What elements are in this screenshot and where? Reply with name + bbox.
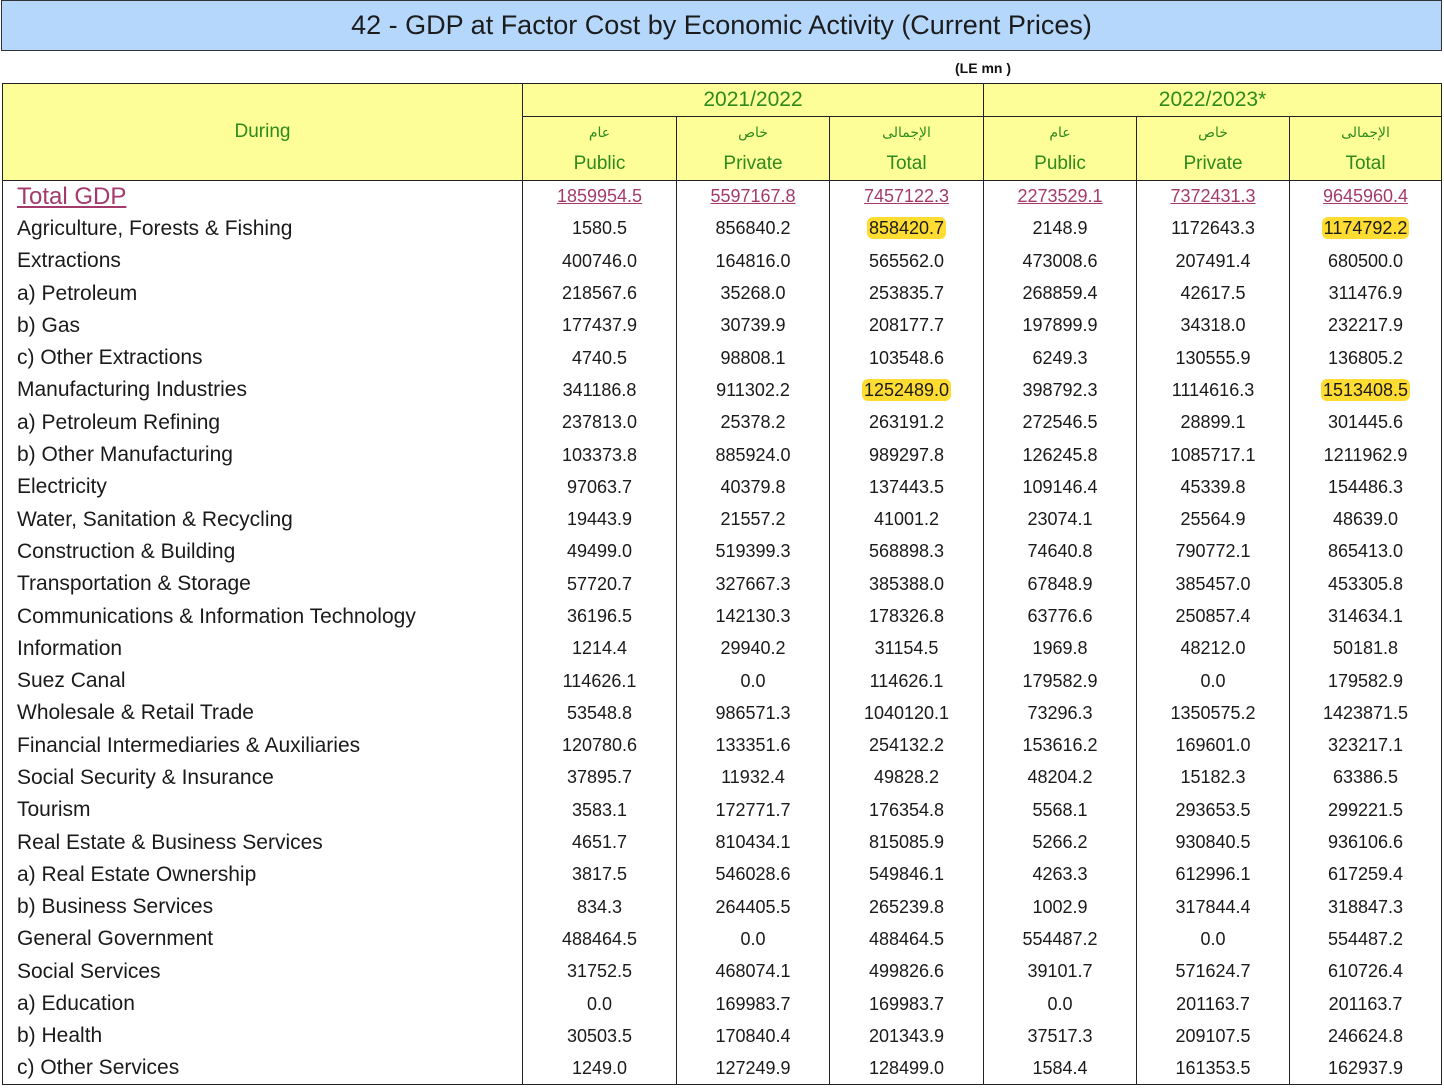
cell-value: 1040120.1	[830, 697, 984, 729]
cell-value: 130555.9	[1137, 342, 1290, 374]
cell-value: 98808.1	[677, 342, 830, 374]
cell-value: 25378.2	[677, 407, 830, 439]
cell-value: 74640.8	[984, 536, 1137, 568]
cell-value: 48212.0	[1137, 633, 1290, 665]
header-private-en: Private	[1183, 153, 1243, 174]
cell-value: 48204.2	[984, 762, 1137, 794]
cell-value: 128499.0	[830, 1053, 984, 1085]
table-row	[3, 503, 1442, 535]
cell-value: 0.0	[677, 923, 830, 955]
cell-value: 39101.7	[984, 956, 1137, 988]
cell-value: 15182.3	[1137, 762, 1290, 794]
cell-value: 0.0	[677, 665, 830, 697]
cell-value: 120780.6	[523, 730, 677, 762]
cell-value[interactable]: 5597167.8	[677, 181, 830, 213]
cell-value: 34318.0	[1137, 310, 1290, 342]
row-label: a) Real Estate Ownership	[3, 859, 523, 891]
cell-value: 31752.5	[523, 956, 677, 988]
page-title: 42 - GDP at Factor Cost by Economic Activity (Current Prices)	[1, 0, 1442, 51]
table-row	[3, 374, 1442, 406]
table-row	[3, 665, 1442, 697]
row-label: Social Services	[3, 956, 523, 988]
cell-value: 488464.5	[830, 923, 984, 955]
cell-value: 317844.4	[1137, 891, 1290, 923]
highlighted-value: 858420.7	[868, 218, 945, 239]
cell-value: 989297.8	[830, 439, 984, 471]
row-label: Real Estate & Business Services	[3, 826, 523, 858]
cell-value: 35268.0	[677, 277, 830, 309]
table-row	[3, 342, 1442, 374]
row-label: Information	[3, 633, 523, 665]
cell-value: 488464.5	[523, 923, 677, 955]
header-total-en: Total	[886, 153, 927, 174]
cell-value: 0.0	[1137, 923, 1290, 955]
cell-value: 499826.6	[830, 956, 984, 988]
header-total	[1290, 117, 1442, 181]
cell-value: 1350575.2	[1137, 697, 1290, 729]
row-label: b) Health	[3, 1020, 523, 1052]
cell-value: 565562.0	[830, 245, 984, 277]
cell-value: 23074.1	[984, 503, 1137, 535]
cell-value	[1290, 374, 1442, 406]
cell-value: 40379.8	[677, 471, 830, 503]
table-row	[3, 439, 1442, 471]
cell-value: 48639.0	[1290, 503, 1442, 535]
header-private	[1137, 117, 1290, 181]
row-label: Manufacturing Industries	[3, 374, 523, 406]
cell-value: 201163.7	[1290, 988, 1442, 1020]
cell-value: 170840.4	[677, 1020, 830, 1052]
cell-value: 127249.9	[677, 1053, 830, 1085]
row-label: a) Petroleum	[3, 277, 523, 309]
header-private	[677, 117, 830, 181]
table-row	[3, 988, 1442, 1020]
cell-value: 169983.7	[830, 988, 984, 1020]
cell-value: 3817.5	[523, 859, 677, 891]
cell-value: 37517.3	[984, 1020, 1137, 1052]
cell-value: 1085717.1	[1137, 439, 1290, 471]
cell-value: 67848.9	[984, 568, 1137, 600]
cell-value: 161353.5	[1137, 1053, 1290, 1085]
cell-value: 986571.3	[677, 697, 830, 729]
highlighted-value: 1174792.2	[1323, 218, 1408, 239]
cell-value: 5568.1	[984, 794, 1137, 826]
cell-value: 30739.9	[677, 310, 830, 342]
header-year-2022-2023: 2022/2023*	[984, 84, 1442, 117]
cell-value[interactable]: 7372431.3	[1137, 181, 1290, 213]
cell-value: 218567.6	[523, 277, 677, 309]
cell-value: 178326.8	[830, 600, 984, 632]
cell-value: 610726.4	[1290, 956, 1442, 988]
cell-value: 1211962.9	[1290, 439, 1442, 471]
cell-value: 911302.2	[677, 374, 830, 406]
row-label: General Government	[3, 923, 523, 955]
cell-value: 3583.1	[523, 794, 677, 826]
row-label: Construction & Building	[3, 536, 523, 568]
row-label: Communications & Information Technology	[3, 600, 523, 632]
row-label: Social Security & Insurance	[3, 762, 523, 794]
cell-value: 164816.0	[677, 245, 830, 277]
cell-value: 197899.9	[984, 310, 1137, 342]
table-row	[3, 568, 1442, 600]
cell-value: 179582.9	[984, 665, 1137, 697]
cell-value: 323217.1	[1290, 730, 1442, 762]
total-gdp-row[interactable]	[3, 181, 1442, 213]
row-label: Electricity	[3, 471, 523, 503]
cell-value: 63386.5	[1290, 762, 1442, 794]
cell-value: 30503.5	[523, 1020, 677, 1052]
table-row	[3, 277, 1442, 309]
table-row	[3, 1053, 1442, 1085]
header-total	[830, 117, 984, 181]
cell-value: 299221.5	[1290, 794, 1442, 826]
cell-value: 177437.9	[523, 310, 677, 342]
header-private-en: Private	[723, 153, 783, 174]
cell-value: 519399.3	[677, 536, 830, 568]
row-label: Tourism	[3, 794, 523, 826]
row-label: Water, Sanitation & Recycling	[3, 503, 523, 535]
cell-value: 103373.8	[523, 439, 677, 471]
cell-value: 314634.1	[1290, 600, 1442, 632]
row-label: Agriculture, Forests & Fishing	[3, 213, 523, 245]
cell-value: 265239.8	[830, 891, 984, 923]
cell-value: 301445.6	[1290, 407, 1442, 439]
table-body	[3, 181, 1442, 1085]
cell-value: 253835.7	[830, 277, 984, 309]
cell-value: 554487.2	[1290, 923, 1442, 955]
row-label: a) Petroleum Refining	[3, 407, 523, 439]
header-public-en: Public	[573, 153, 626, 174]
cell-value: 0.0	[984, 988, 1137, 1020]
cell-value: 179582.9	[1290, 665, 1442, 697]
cell-value: 268859.4	[984, 277, 1137, 309]
cell-value[interactable]: 1859954.5	[523, 181, 677, 213]
header-private-ar: خاص	[1198, 125, 1228, 141]
cell-value: 208177.7	[830, 310, 984, 342]
cell-value: 50181.8	[1290, 633, 1442, 665]
cell-value: 1584.4	[984, 1053, 1137, 1085]
header-during: During	[3, 84, 523, 181]
cell-value: 57720.7	[523, 568, 677, 600]
cell-value: 201163.7	[1137, 988, 1290, 1020]
cell-value: 815085.9	[830, 826, 984, 858]
cell-value: 29940.2	[677, 633, 830, 665]
cell-value: 19443.9	[523, 503, 677, 535]
highlighted-value: 1513408.5	[1322, 379, 1409, 400]
table-row	[3, 956, 1442, 988]
cell-value: 1214.4	[523, 633, 677, 665]
cell-value: 1969.8	[984, 633, 1137, 665]
cell-value: 4651.7	[523, 826, 677, 858]
row-label: a) Education	[3, 988, 523, 1020]
cell-value: 568898.3	[830, 536, 984, 568]
cell-value: 73296.3	[984, 697, 1137, 729]
cell-value: 172771.7	[677, 794, 830, 826]
cell-value: 154486.3	[1290, 471, 1442, 503]
cell-value: 11932.4	[677, 762, 830, 794]
table-row	[3, 826, 1442, 858]
cell-value: 263191.2	[830, 407, 984, 439]
row-label: c) Other Extractions	[3, 342, 523, 374]
table-header	[3, 84, 1442, 181]
cell-value: 546028.6	[677, 859, 830, 891]
row-label: Suez Canal	[3, 665, 523, 697]
row-label: b) Gas	[3, 310, 523, 342]
header-public-ar: عام	[588, 125, 611, 141]
total-gdp-link[interactable]: Total GDP	[3, 181, 523, 213]
cell-value: 834.3	[523, 891, 677, 923]
cell-value: 209107.5	[1137, 1020, 1290, 1052]
unit-label: (LE mn )	[955, 60, 1011, 76]
header-public-ar: عام	[1049, 125, 1071, 141]
table-row	[3, 1020, 1442, 1052]
table-row	[3, 310, 1442, 342]
table-row	[3, 794, 1442, 826]
cell-value: 133351.6	[677, 730, 830, 762]
cell-value	[830, 374, 984, 406]
cell-value: 453305.8	[1290, 568, 1442, 600]
cell-value: 385457.0	[1137, 568, 1290, 600]
cell-value: 153616.2	[984, 730, 1137, 762]
header-total-en: Total	[1345, 153, 1386, 174]
table-row	[3, 471, 1442, 503]
cell-value: 680500.0	[1290, 245, 1442, 277]
cell-value: 42617.5	[1137, 277, 1290, 309]
header-public-en: Public	[1034, 153, 1086, 174]
cell-value: 207491.4	[1137, 245, 1290, 277]
table-row	[3, 536, 1442, 568]
cell-value: 142130.3	[677, 600, 830, 632]
cell-value: 385388.0	[830, 568, 984, 600]
row-label: Financial Intermediaries & Auxiliaries	[3, 730, 523, 762]
row-label: b) Business Services	[3, 891, 523, 923]
cell-value: 246624.8	[1290, 1020, 1442, 1052]
cell-value: 318847.3	[1290, 891, 1442, 923]
cell-value: 473008.6	[984, 245, 1137, 277]
table-row	[3, 762, 1442, 794]
table-row	[3, 633, 1442, 665]
cell-value: 4263.3	[984, 859, 1137, 891]
table-row	[3, 891, 1442, 923]
cell-value: 126245.8	[984, 439, 1137, 471]
cell-value: 37895.7	[523, 762, 677, 794]
row-label: b) Other Manufacturing	[3, 439, 523, 471]
cell-value: 885924.0	[677, 439, 830, 471]
cell-value: 468074.1	[677, 956, 830, 988]
cell-value: 311476.9	[1290, 277, 1442, 309]
cell-value: 21557.2	[677, 503, 830, 535]
cell-value: 36196.5	[523, 600, 677, 632]
cell-value: 114626.1	[830, 665, 984, 697]
row-label: Wholesale & Retail Trade	[3, 697, 523, 729]
header-year-2021-2022: 2021/2022	[523, 84, 984, 117]
cell-value: 250857.4	[1137, 600, 1290, 632]
cell-value: 856840.2	[677, 213, 830, 245]
cell-value: 936106.6	[1290, 826, 1442, 858]
cell-value: 1172643.3	[1137, 213, 1290, 245]
table-row	[3, 600, 1442, 632]
cell-value: 612996.1	[1137, 859, 1290, 891]
header-public	[523, 117, 677, 181]
cell-value: 617259.4	[1290, 859, 1442, 891]
cell-value	[830, 213, 984, 245]
cell-value: 49499.0	[523, 536, 677, 568]
cell-value: 5266.2	[984, 826, 1137, 858]
cell-value: 97063.7	[523, 471, 677, 503]
row-label: Transportation & Storage	[3, 568, 523, 600]
cell-value: 169983.7	[677, 988, 830, 1020]
cell-value: 549846.1	[830, 859, 984, 891]
cell-value: 930840.5	[1137, 826, 1290, 858]
row-label: Extractions	[3, 245, 523, 277]
header-private-ar: خاص	[738, 125, 768, 141]
cell-value[interactable]: 7457122.3	[830, 181, 984, 213]
cell-value: 114626.1	[523, 665, 677, 697]
cell-value: 232217.9	[1290, 310, 1442, 342]
cell-value[interactable]: 9645960.4	[1290, 181, 1442, 213]
cell-value: 137443.5	[830, 471, 984, 503]
cell-value: 176354.8	[830, 794, 984, 826]
header-public	[984, 117, 1137, 181]
cell-value: 2148.9	[984, 213, 1137, 245]
header-total-ar: الإجمالى	[1341, 125, 1390, 141]
cell-value: 53548.8	[523, 697, 677, 729]
cell-value: 398792.3	[984, 374, 1137, 406]
cell-value: 103548.6	[830, 342, 984, 374]
cell-value: 264405.5	[677, 891, 830, 923]
gdp-table	[2, 83, 1442, 1085]
cell-value: 1002.9	[984, 891, 1137, 923]
cell-value: 0.0	[1137, 665, 1290, 697]
cell-value: 136805.2	[1290, 342, 1442, 374]
cell-value: 293653.5	[1137, 794, 1290, 826]
cell-value: 865413.0	[1290, 536, 1442, 568]
cell-value: 254132.2	[830, 730, 984, 762]
cell-value: 1114616.3	[1137, 374, 1290, 406]
cell-value: 31154.5	[830, 633, 984, 665]
cell-value: 6249.3	[984, 342, 1137, 374]
table-row	[3, 730, 1442, 762]
table-row	[3, 697, 1442, 729]
cell-value: 201343.9	[830, 1020, 984, 1052]
cell-value: 571624.7	[1137, 956, 1290, 988]
cell-value: 810434.1	[677, 826, 830, 858]
cell-value: 1580.5	[523, 213, 677, 245]
cell-value: 41001.2	[830, 503, 984, 535]
cell-value: 169601.0	[1137, 730, 1290, 762]
cell-value: 1249.0	[523, 1053, 677, 1085]
cell-value: 4740.5	[523, 342, 677, 374]
cell-value: 237813.0	[523, 407, 677, 439]
cell-value: 109146.4	[984, 471, 1137, 503]
row-label: c) Other Services	[3, 1053, 523, 1085]
cell-value: 28899.1	[1137, 407, 1290, 439]
cell-value: 1423871.5	[1290, 697, 1442, 729]
cell-value: 25564.9	[1137, 503, 1290, 535]
table-row	[3, 245, 1442, 277]
cell-value: 790772.1	[1137, 536, 1290, 568]
table-row	[3, 407, 1442, 439]
cell-value: 0.0	[523, 988, 677, 1020]
highlighted-value: 1252489.0	[863, 379, 950, 400]
table-row	[3, 213, 1442, 245]
cell-value[interactable]: 2273529.1	[984, 181, 1137, 213]
cell-value: 63776.6	[984, 600, 1137, 632]
cell-value: 45339.8	[1137, 471, 1290, 503]
cell-value: 341186.8	[523, 374, 677, 406]
cell-value	[1290, 213, 1442, 245]
table-row	[3, 859, 1442, 891]
cell-value: 554487.2	[984, 923, 1137, 955]
header-total-ar: الإجمالى	[882, 125, 931, 141]
cell-value: 49828.2	[830, 762, 984, 794]
table-row	[3, 923, 1442, 955]
cell-value: 162937.9	[1290, 1053, 1442, 1085]
cell-value: 400746.0	[523, 245, 677, 277]
cell-value: 327667.3	[677, 568, 830, 600]
cell-value: 272546.5	[984, 407, 1137, 439]
